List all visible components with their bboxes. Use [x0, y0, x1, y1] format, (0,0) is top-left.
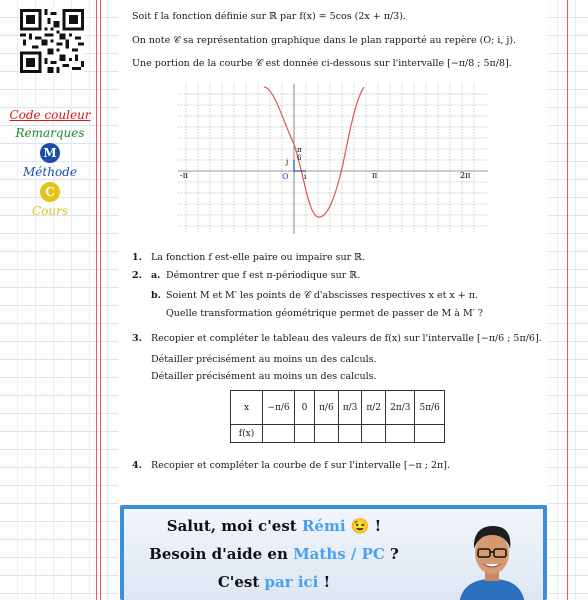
cosine-curve — [264, 87, 364, 217]
label-2pi: 2π — [460, 171, 471, 180]
question-3-detail-2: Détailler précisément au moins un des calculs. — [151, 371, 377, 382]
question-1-number: 1. — [132, 252, 142, 263]
table-cell-fx-empty — [415, 425, 444, 443]
banner-link[interactable]: par ici — [264, 573, 319, 591]
label-pi6-den: 6 — [297, 154, 302, 162]
question-2a-label: a. — [151, 270, 161, 281]
table-cell-x: 2π/3 — [386, 391, 415, 425]
banner-wink: 😉 ! — [345, 517, 382, 535]
question-2-number: 2. — [132, 270, 142, 281]
question-3: Recopier et compléter le tableau des valeurs de f(x) sur l'intervalle [−π/6 ; 5π/6]. — [151, 333, 542, 344]
label-vector-i: i — [304, 173, 307, 181]
legend-remarques: Remarques — [15, 126, 85, 140]
question-2b-line-1: Soient M et M′ les points de 𝒞 d'abscisses respectives x et x + π. — [166, 290, 479, 301]
banner-cta-text: C'est — [217, 573, 265, 591]
table-cell-x: π/3 — [338, 391, 362, 425]
banner-question-mark: ? — [384, 545, 399, 563]
table-cell-x: 5π/6 — [415, 391, 444, 425]
cours-badge-icon: C — [40, 182, 60, 202]
table-cell-fx-empty — [386, 425, 415, 443]
banner-help-text: Besoin d'aide en — [149, 545, 294, 563]
methode-badge-icon: M — [40, 143, 60, 163]
question-1: La fonction f est-elle paire ou impaire sur ℝ. — [151, 252, 366, 263]
legend-title: Code couleur — [9, 108, 91, 122]
help-banner[interactable] — [120, 505, 547, 600]
question-4-number: 4. — [132, 460, 142, 471]
help-banner-inner — [124, 509, 543, 600]
banner-greeting: Salut, moi c'est — [166, 517, 302, 535]
color-code-legend — [8, 108, 92, 219]
label-pi: π — [372, 171, 378, 180]
qr-code-icon[interactable] — [20, 9, 84, 73]
question-3-detail-1: Détailler précisément au moins un des calculs. — [151, 354, 377, 365]
banner-line-3 — [124, 573, 424, 591]
label-neg-pi: -π — [180, 171, 188, 180]
legend-cours: Cours — [31, 204, 69, 218]
avatar — [453, 519, 531, 600]
table-cell-fx-empty — [315, 425, 339, 443]
question-3-number: 3. — [132, 333, 142, 344]
intro-line-3: Une portion de la courbe 𝒞 est donnée ci-dessous sur l'intervalle [−π/8 ; 5π/8]. — [132, 58, 512, 69]
margin-line-right — [567, 0, 568, 600]
label-vector-j: j — [286, 158, 289, 166]
banner-line-2 — [124, 545, 424, 563]
table-cell-x: π/6 — [315, 391, 339, 425]
legend-methode: Méthode — [23, 165, 77, 179]
banner-name: Rémi — [301, 517, 346, 535]
margin-line-left-2 — [100, 0, 101, 600]
sidebar — [0, 0, 98, 600]
question-4: Recopier et compléter la courbe de f sur l'intervalle [−π ; 2π]. — [151, 460, 451, 471]
banner-line-1 — [124, 517, 424, 535]
table-cell-x: 0 — [295, 391, 315, 425]
table-header-fx: f(x) — [231, 425, 263, 443]
intro-line-1: Soit f la fonction définie sur ℝ par f(x) = 5cos (2x + π/3). — [132, 11, 406, 22]
table-cell-fx-empty — [362, 425, 386, 443]
values-table — [230, 390, 445, 443]
label-origin: O — [282, 172, 289, 181]
table-cell-fx-empty — [295, 425, 315, 443]
label-pi6-num: π — [297, 146, 302, 154]
table-header-x: x — [231, 391, 263, 425]
table-cell-fx-empty — [338, 425, 362, 443]
table-row-fx — [231, 425, 445, 443]
question-2b-line-2: Quelle transformation géométrique permet de passer de M à M′ ? — [166, 308, 483, 319]
banner-exclamation: ! — [318, 573, 331, 591]
table-cell-fx-empty — [263, 425, 295, 443]
table-cell-x: −π/6 — [263, 391, 295, 425]
banner-subjects: Maths / PC — [293, 545, 385, 563]
intro-line-2: On note 𝒞 sa représentation graphique dans le plan rapporté au repère (O; i, j). — [132, 35, 517, 46]
question-2b-label: b. — [151, 290, 161, 301]
table-row-x — [231, 391, 445, 425]
curve-graph — [178, 84, 488, 234]
table-cell-x: π/2 — [362, 391, 386, 425]
question-2a: Démontrer que f est π-périodique sur ℝ. — [166, 270, 361, 281]
